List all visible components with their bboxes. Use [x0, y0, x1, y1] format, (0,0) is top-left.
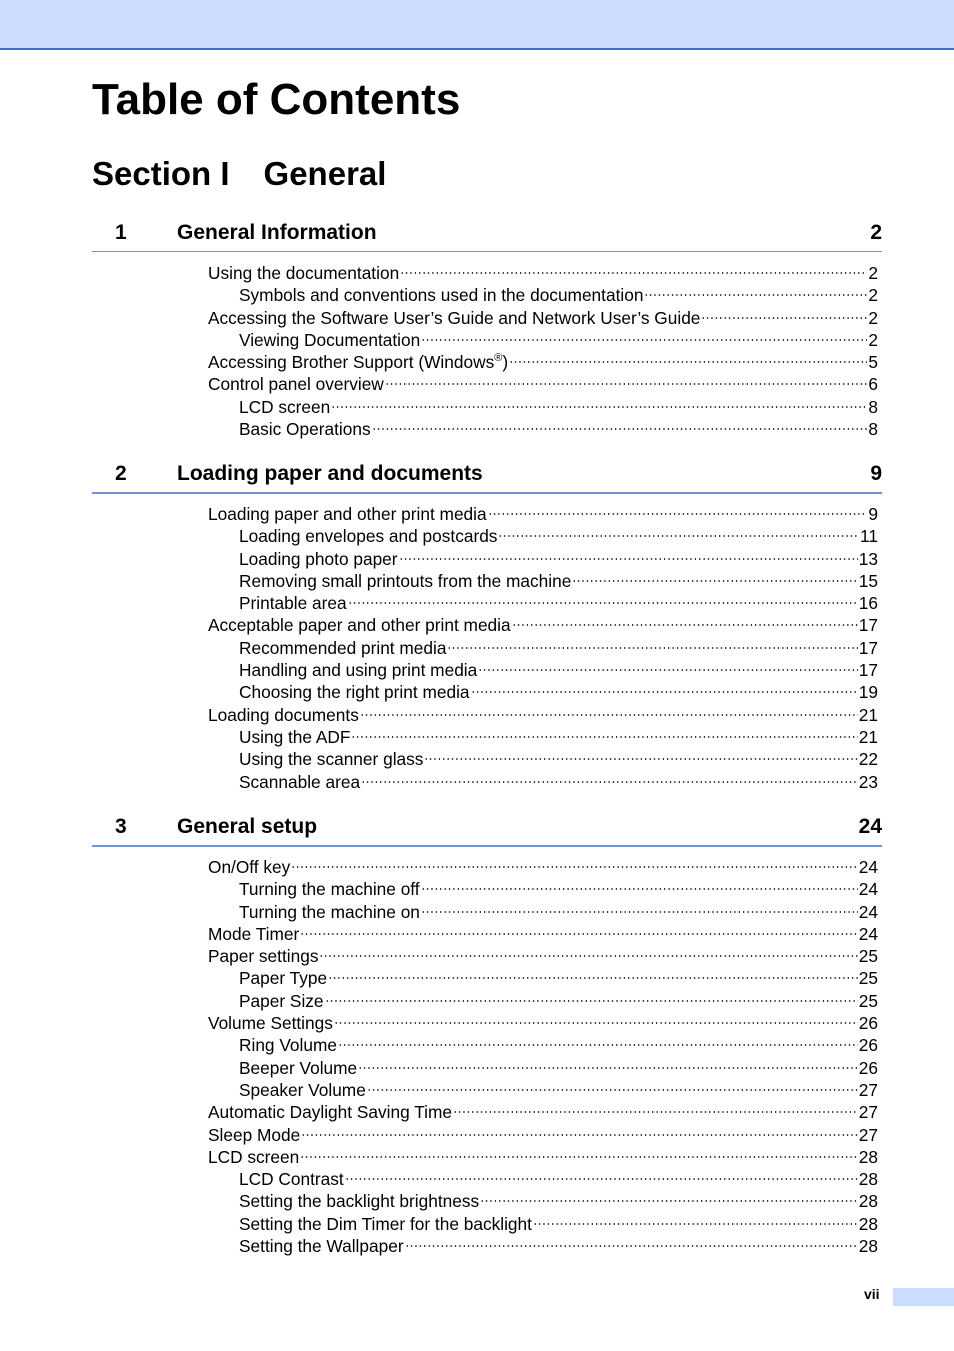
dot-leader	[488, 512, 868, 516]
toc-entry-label-text: Paper Size	[239, 990, 324, 1011]
toc-entry-page: 22	[858, 749, 878, 770]
toc-entry-label-text: Turning the machine off	[239, 879, 420, 900]
dot-leader	[385, 382, 868, 386]
toc-entry-label-text: Acceptable paper and other print media	[208, 615, 511, 636]
toc-entry-page: 28	[858, 1236, 878, 1257]
toc-entry-label-text: Handling and using print media	[239, 660, 478, 681]
toc-entry-page: 8	[868, 419, 878, 440]
toc-entry[interactable]	[208, 614, 878, 636]
toc-entry[interactable]	[208, 748, 878, 770]
toc-entry[interactable]	[208, 1146, 878, 1168]
toc-entry-label-text: Setting the backlight brightness	[239, 1191, 480, 1212]
toc-entry-label-text: Setting the Wallpaper	[239, 1236, 404, 1257]
toc-entry-label-text: Loading paper and other print media	[208, 504, 487, 524]
dot-leader	[644, 293, 867, 297]
toc-entry[interactable]	[208, 945, 878, 967]
toc-entry-label-text: Beeper Volume	[239, 1057, 358, 1078]
toc-entry-page: 2	[868, 329, 878, 350]
toc-entry-label	[239, 771, 360, 793]
dot-leader	[328, 976, 858, 980]
toc-entry-page: 27	[858, 1079, 878, 1100]
toc-list-chapter-2	[208, 503, 878, 793]
corner-tab	[893, 1288, 954, 1306]
toc-entry[interactable]	[208, 592, 878, 614]
chapter-number: 1	[115, 221, 127, 244]
toc-entry-page: 21	[858, 726, 878, 747]
toc-entry-page: 27	[858, 1124, 878, 1145]
chapter-number: 2	[115, 462, 127, 485]
toc-entry-label-text: Loading photo paper	[239, 548, 398, 569]
toc-entry-page: 9	[868, 504, 878, 524]
toc-entry-label	[208, 503, 487, 525]
toc-entry-page: 11	[860, 526, 878, 547]
toc-entry[interactable]	[208, 901, 878, 923]
toc-entry-page: 26	[858, 1035, 878, 1056]
toc-entry[interactable]	[208, 525, 878, 547]
toc-entry-label	[239, 284, 643, 306]
toc-entry-label-text: LCD screen	[208, 1146, 300, 1167]
chapter-title: Loading paper and documents	[177, 462, 483, 485]
toc-entry-page: 23	[858, 771, 878, 792]
dot-leader	[421, 338, 867, 342]
toc-entry-label	[208, 614, 511, 636]
toc-entry[interactable]	[208, 1079, 878, 1101]
chapter-page: 24	[858, 815, 882, 838]
toc-entry-label-text: Control panel overview	[208, 374, 384, 395]
toc-entry[interactable]	[208, 637, 878, 659]
page-number: vii	[864, 1286, 880, 1302]
toc-entry-label	[239, 525, 497, 547]
toc-entry-label-text: Scannable area	[239, 771, 361, 792]
toc-list-chapter-3	[208, 856, 878, 1257]
dot-leader	[421, 887, 858, 891]
dot-leader	[351, 735, 857, 739]
toc-entry-page: 25	[858, 946, 878, 967]
toc-entry-label	[208, 856, 290, 878]
dot-leader	[421, 910, 858, 914]
chapter-page: 2	[870, 221, 882, 244]
toc-entry-page: 2	[868, 307, 878, 328]
toc-entry-page: 25	[858, 990, 878, 1011]
toc-entry-label	[239, 418, 371, 440]
toc-entry[interactable]	[208, 923, 878, 945]
dot-leader	[334, 1021, 858, 1025]
dot-leader	[367, 1088, 858, 1092]
dot-leader	[447, 646, 857, 650]
toc-entry-label	[239, 967, 327, 989]
toc-entry[interactable]	[208, 284, 878, 306]
toc-entry-label	[239, 681, 470, 703]
section-heading	[92, 155, 386, 193]
dot-leader	[400, 271, 867, 275]
toc-entry-label	[208, 351, 508, 373]
toc-entry[interactable]	[208, 396, 878, 418]
toc-entry[interactable]	[208, 681, 878, 703]
toc-entry-label-text: LCD Contrast	[239, 1169, 344, 1190]
chapter-number: 3	[115, 815, 127, 838]
toc-entry-label-text: Ring Volume	[239, 1035, 337, 1056]
toc-entry-label-text: Printable area	[239, 593, 347, 614]
toc-entry-label	[239, 878, 420, 900]
toc-entry-label	[239, 1057, 357, 1079]
toc-entry[interactable]	[208, 1235, 878, 1257]
dot-leader	[478, 668, 858, 672]
toc-entry-label	[239, 592, 347, 614]
dot-leader	[360, 713, 858, 717]
dot-leader	[300, 932, 858, 936]
toc-entry-label	[239, 901, 420, 923]
toc-entry-page: 28	[858, 1169, 878, 1190]
toc-entry[interactable]	[208, 1034, 878, 1056]
toc-entry[interactable]	[208, 1213, 878, 1235]
toc-entry[interactable]	[208, 1101, 878, 1123]
toc-entry-label	[239, 1190, 479, 1212]
toc-entry-page: 19	[858, 682, 878, 703]
toc-entry-label	[239, 1235, 404, 1257]
toc-entry-page: 24	[858, 857, 878, 877]
toc-entry-page: 13	[858, 548, 878, 569]
dot-leader	[424, 757, 857, 761]
toc-entry-page: 2	[868, 285, 878, 306]
chapter-page: 9	[870, 462, 882, 485]
toc-entry[interactable]	[208, 262, 878, 284]
toc-entry[interactable]	[208, 967, 878, 989]
toc-entry-label	[208, 704, 359, 726]
dot-leader	[319, 954, 857, 958]
toc-entry-label	[208, 1012, 333, 1034]
toc-entry-page: 17	[858, 637, 878, 658]
toc-entry[interactable]	[208, 351, 878, 373]
toc-entry[interactable]	[208, 1124, 878, 1146]
toc-entry-page: 24	[858, 923, 878, 944]
toc-entry-label	[239, 748, 423, 770]
toc-entry-label	[208, 373, 384, 395]
toc-entry[interactable]	[208, 878, 878, 900]
registered-mark: ®	[494, 352, 503, 365]
chapter-title: General setup	[177, 815, 318, 838]
toc-entry[interactable]	[208, 570, 878, 592]
toc-entry-page: 2	[868, 263, 878, 283]
dot-leader	[338, 1043, 858, 1047]
toc-entry-label-text: Loading documents	[208, 704, 359, 725]
toc-entry-page: 28	[858, 1146, 878, 1167]
header-band	[0, 0, 954, 50]
dot-leader	[372, 427, 868, 431]
toc-entry-label-text: Accessing the Software User’s Guide and Network User’s Guide	[208, 307, 701, 328]
toc-entry-page: 28	[858, 1191, 878, 1212]
dot-leader	[498, 534, 859, 538]
toc-entry-label	[239, 570, 571, 592]
toc-entry-page: 21	[858, 704, 878, 725]
dot-leader	[509, 360, 867, 364]
toc-entry-label-text: Sleep Mode	[208, 1124, 301, 1145]
toc-entry[interactable]	[208, 418, 878, 440]
toc-entry-label	[208, 262, 399, 284]
toc-entry[interactable]	[208, 726, 878, 748]
dot-leader	[331, 405, 867, 409]
dot-leader	[701, 316, 867, 320]
chapter-heading-1[interactable]	[92, 217, 882, 252]
toc-entry-label	[239, 1079, 366, 1101]
toc-entry-label-text: Setting the Dim Timer for the backlight	[239, 1213, 532, 1234]
toc-entry-label-text: Basic Operations	[239, 419, 371, 440]
toc-entry-label-text: Removing small printouts from the machine	[239, 570, 572, 591]
toc-entry-label	[208, 945, 318, 967]
toc-entry-label	[208, 1146, 299, 1168]
dot-leader	[358, 1066, 858, 1070]
toc-entry-label	[239, 1168, 344, 1190]
dot-leader	[572, 579, 857, 583]
toc-entry-page: 24	[858, 901, 878, 922]
toc-list-chapter-1	[208, 262, 878, 440]
toc-entry-label-text: Choosing the right print media	[239, 682, 470, 703]
toc-entry[interactable]	[208, 503, 878, 525]
dot-leader	[399, 557, 858, 561]
toc-entry-label	[239, 548, 398, 570]
toc-entry[interactable]	[208, 1012, 878, 1034]
toc-entry-label	[239, 659, 477, 681]
toc-entry[interactable]	[208, 548, 878, 570]
toc-entry-page: 25	[858, 968, 878, 989]
toc-entry-page: 26	[858, 1057, 878, 1078]
toc-entry-label-text: LCD screen	[239, 396, 331, 417]
dot-leader	[471, 690, 858, 694]
chapter-heading-2[interactable]	[92, 458, 882, 494]
toc-entry-label	[208, 1124, 300, 1146]
dot-leader	[512, 623, 858, 627]
toc-entry-label-text: Using the documentation	[208, 263, 400, 283]
dot-leader	[405, 1244, 858, 1248]
toc-entry-label	[239, 726, 350, 748]
toc-entry-page: 28	[858, 1213, 878, 1234]
toc-entry-page: 27	[858, 1102, 878, 1123]
toc-entry-label-text: Turning the machine on	[239, 901, 420, 922]
toc-entry[interactable]	[208, 1168, 878, 1190]
toc-entry-page: 16	[858, 593, 878, 614]
toc-entry[interactable]	[208, 990, 878, 1012]
toc-entry-label-text: Accessing Brother Support (Windows	[208, 352, 495, 373]
toc-entry-label-text: Recommended print media	[239, 637, 447, 658]
toc-entry-label	[239, 329, 420, 351]
toc-entry-label	[239, 1034, 337, 1056]
toc-entry-label-text: On/Off key	[208, 857, 291, 877]
toc-entry-label-text: Paper settings	[208, 946, 319, 967]
toc-entry[interactable]	[208, 1190, 878, 1212]
dot-leader	[480, 1199, 858, 1203]
toc-entry-page: 6	[868, 374, 878, 395]
toc-entry[interactable]	[208, 704, 878, 726]
toc-entry-label	[208, 923, 299, 945]
toc-entry-label-text: Using the scanner glass	[239, 749, 424, 770]
toc-entry-label	[208, 307, 700, 329]
dot-leader	[345, 1177, 858, 1181]
toc-entry-label-text: Viewing Documentation	[239, 329, 421, 350]
toc-entry[interactable]	[208, 856, 878, 878]
toc-entry-label-text: Automatic Daylight Saving Time	[208, 1102, 452, 1123]
toc-entry-page: 17	[858, 615, 878, 636]
toc-entry-label	[239, 1213, 532, 1235]
toc-entry[interactable]	[208, 373, 878, 395]
section-title: General	[263, 155, 387, 192]
toc-entry-page: 17	[858, 660, 878, 681]
dot-leader	[361, 780, 858, 784]
toc-entry-label	[239, 990, 324, 1012]
dot-leader	[300, 1155, 858, 1159]
toc-entry-label	[239, 637, 446, 659]
dot-leader	[533, 1222, 858, 1226]
section-number: Section I	[92, 155, 230, 192]
toc-entry-label-text: Speaker Volume	[239, 1079, 366, 1100]
toc-entry-page: 5	[868, 352, 878, 373]
toc-entry-label-text: Paper Type	[239, 968, 328, 989]
chapter-title: General Information	[177, 221, 377, 244]
dot-leader	[291, 865, 857, 869]
toc-entry-label-text: Loading envelopes and postcards	[239, 526, 498, 547]
toc-entry[interactable]	[208, 771, 878, 793]
toc-entry[interactable]	[208, 659, 878, 681]
toc-entry-page: 26	[858, 1013, 878, 1034]
toc-entry-label-text: Symbols and conventions used in the documentation	[239, 285, 644, 306]
toc-entry-label	[208, 1101, 452, 1123]
toc-entry[interactable]	[208, 307, 878, 329]
toc-entry-page: 8	[868, 396, 878, 417]
toc-entry-label-text: Using the ADF	[239, 726, 351, 747]
toc-entry-label-tail: )	[502, 352, 509, 373]
toc-entry-label	[239, 396, 330, 418]
toc-entry[interactable]	[208, 329, 878, 351]
toc-entry[interactable]	[208, 1057, 878, 1079]
toc-entry-label-text: Mode Timer	[208, 923, 300, 944]
toc-entry-page: 15	[858, 570, 878, 591]
page-title: Table of Contents	[92, 75, 461, 124]
dot-leader	[301, 1133, 858, 1137]
dot-leader	[348, 601, 858, 605]
dot-leader	[325, 999, 858, 1003]
dot-leader	[453, 1110, 858, 1114]
toc-entry-page: 24	[858, 879, 878, 900]
toc-entry-label-text: Volume Settings	[208, 1013, 333, 1034]
chapter-heading-3[interactable]	[92, 811, 882, 847]
